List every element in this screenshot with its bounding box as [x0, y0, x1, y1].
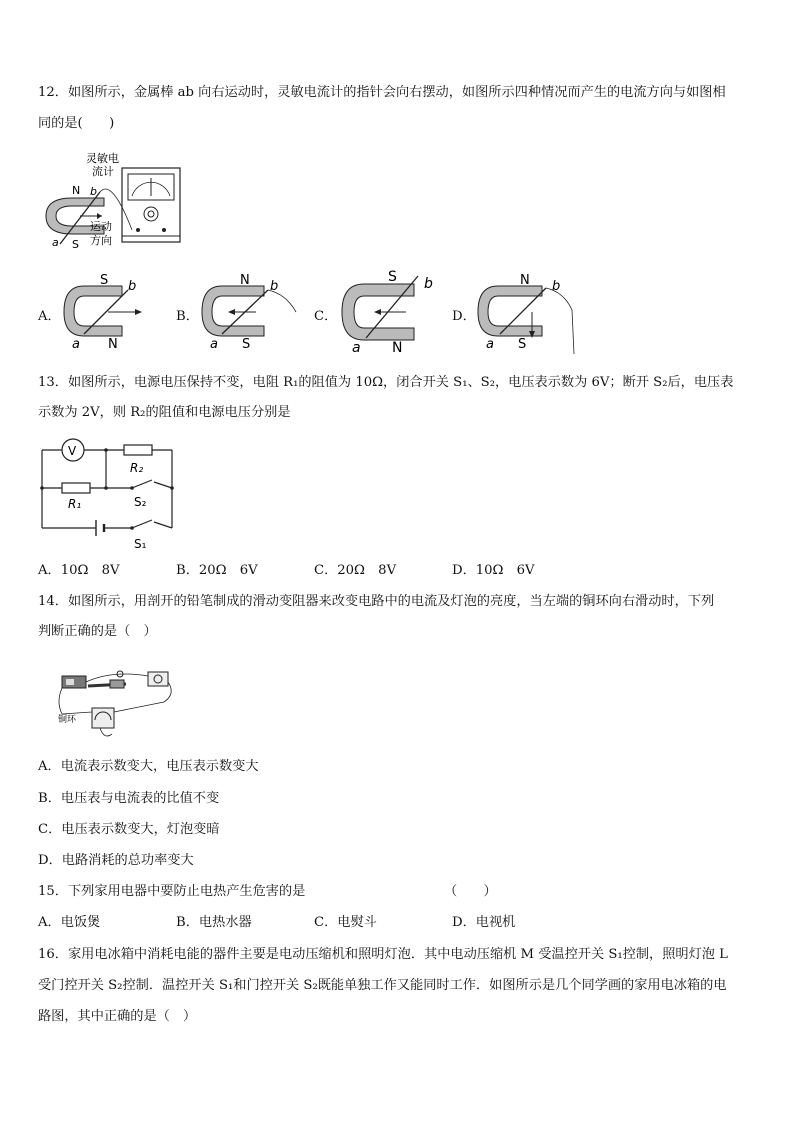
pole-bottom: N [392, 340, 403, 354]
q12-stem-line1: 12．如图所示，金属棒 ab 向右运动时，灵敏电流计的指针会向右摆动，如图所示四种情况而产生的电流方向与如图相 [38, 85, 726, 100]
q13-option-d: D．10Ω 6V [452, 563, 535, 578]
galv-label-1: 灵敏电 [86, 152, 119, 165]
galv-label-2: 流计 [92, 165, 114, 178]
label-a: a [210, 337, 218, 350]
label-b: b [552, 279, 561, 294]
q13-option-c: C．20Ω 8V [314, 563, 397, 578]
q13-option-b: B．20Ω 6V [176, 563, 258, 578]
q15-option-d: D．电视机 [452, 915, 516, 930]
q15-option-a: A．电饭煲 [38, 915, 101, 930]
label-a: a [352, 340, 361, 354]
copper-ring-label: 铜环 [58, 715, 77, 725]
q16-stem-line3: 路图，其中正确的是（ ） [38, 1009, 197, 1024]
motion-1: 运动 [90, 220, 112, 233]
q12-option-a-label: A． [38, 309, 61, 324]
q13-stem-line1: 13．如图所示，电源电压保持不变，电阻 R₁的阻值为 10Ω，闭合开关 S₁、S₂，电压表示数为 6V；断开 S₂后，电压表 [38, 375, 734, 390]
q12-option-c-figure [340, 266, 440, 354]
motion-2: 方向 [90, 234, 112, 247]
r1-label: R₁ [68, 497, 82, 511]
q15-option-c: C．电熨斗 [314, 915, 377, 930]
ammeter [148, 672, 168, 686]
q14-option-b: B．电压表与电流表的比值不变 [38, 791, 220, 806]
q14-option-d: D．电路消耗的总功率变大 [38, 853, 194, 868]
q16-stem-line1: 16．家用电冰箱中消耗电能的器件主要是电动压缩机和照明灯泡．其中电动压缩机 M 受温控开关 S₁控制，照明灯泡 L [38, 947, 728, 962]
switch-base [110, 680, 124, 688]
q13-stem-line2: 示数为 2V，则 R₂的阻值和电源电压分别是 [38, 405, 291, 420]
q15-option-b: B．电热水器 [176, 915, 252, 930]
pole-bottom: S [242, 337, 251, 350]
voltmeter-label: V [68, 444, 77, 458]
q12-option-d-figure [476, 270, 580, 356]
q13-option-a: A．10Ω 8V [38, 563, 120, 578]
q14-option-c: C．电压表示数变大，灯泡变暗 [38, 822, 220, 837]
label-a: a [72, 337, 80, 350]
pole-top: N [520, 273, 530, 288]
q12-main-figure [42, 148, 184, 248]
pole-n: N [72, 184, 81, 197]
q12-stem-line2: 同的是( ) [38, 116, 115, 131]
label-a: a [52, 236, 59, 248]
resistor-r2 [124, 445, 152, 455]
pole-bottom: N [108, 337, 118, 350]
pole-s: S [72, 238, 79, 248]
label-b: b [424, 276, 433, 292]
q12-option-b-label: B． [176, 309, 199, 324]
r2-label: R₂ [130, 461, 144, 475]
q16-stem-line2: 受门控开关 S₂控制．温控开关 S₁和门控开关 S₂既能单独工作又能同时工作．如图所示是几个同学画的家用电冰箱的电 [38, 978, 727, 993]
pole-bottom: S [518, 337, 527, 352]
label-b: b [90, 185, 97, 198]
q15-answer-paren: （ ） [444, 884, 497, 899]
q14-apparatus-figure [52, 662, 176, 744]
label-b: b [270, 279, 279, 294]
pole-top: S [388, 269, 397, 285]
q14-stem-line1: 14．如图所示，用剖开的铅笔制成的滑动变阻器来改变电路中的电流及灯泡的亮度，当左端的铜环向右滑动时，下列 [38, 594, 715, 609]
q14-option-a: A．电流表示数变大，电压表示数变大 [38, 759, 259, 774]
pole-top: S [100, 273, 109, 288]
pole-top: N [240, 273, 250, 288]
q14-stem-line2: 判断正确的是（ ） [38, 624, 157, 639]
q12-option-b-figure [200, 272, 300, 350]
q13-circuit-diagram [36, 436, 178, 554]
resistor-r1 [62, 483, 90, 493]
q12-option-c-label: C． [314, 309, 338, 324]
q15-stem: 15．下列家用电器中要防止电热产生危害的是 [38, 884, 306, 899]
q12-option-d-label: D． [452, 309, 476, 324]
s1-label: S₁ [134, 537, 147, 551]
label-b: b [128, 279, 137, 294]
s2-label: S₂ [134, 495, 147, 509]
label-a: a [486, 337, 494, 352]
q12-option-a-figure [62, 272, 158, 350]
